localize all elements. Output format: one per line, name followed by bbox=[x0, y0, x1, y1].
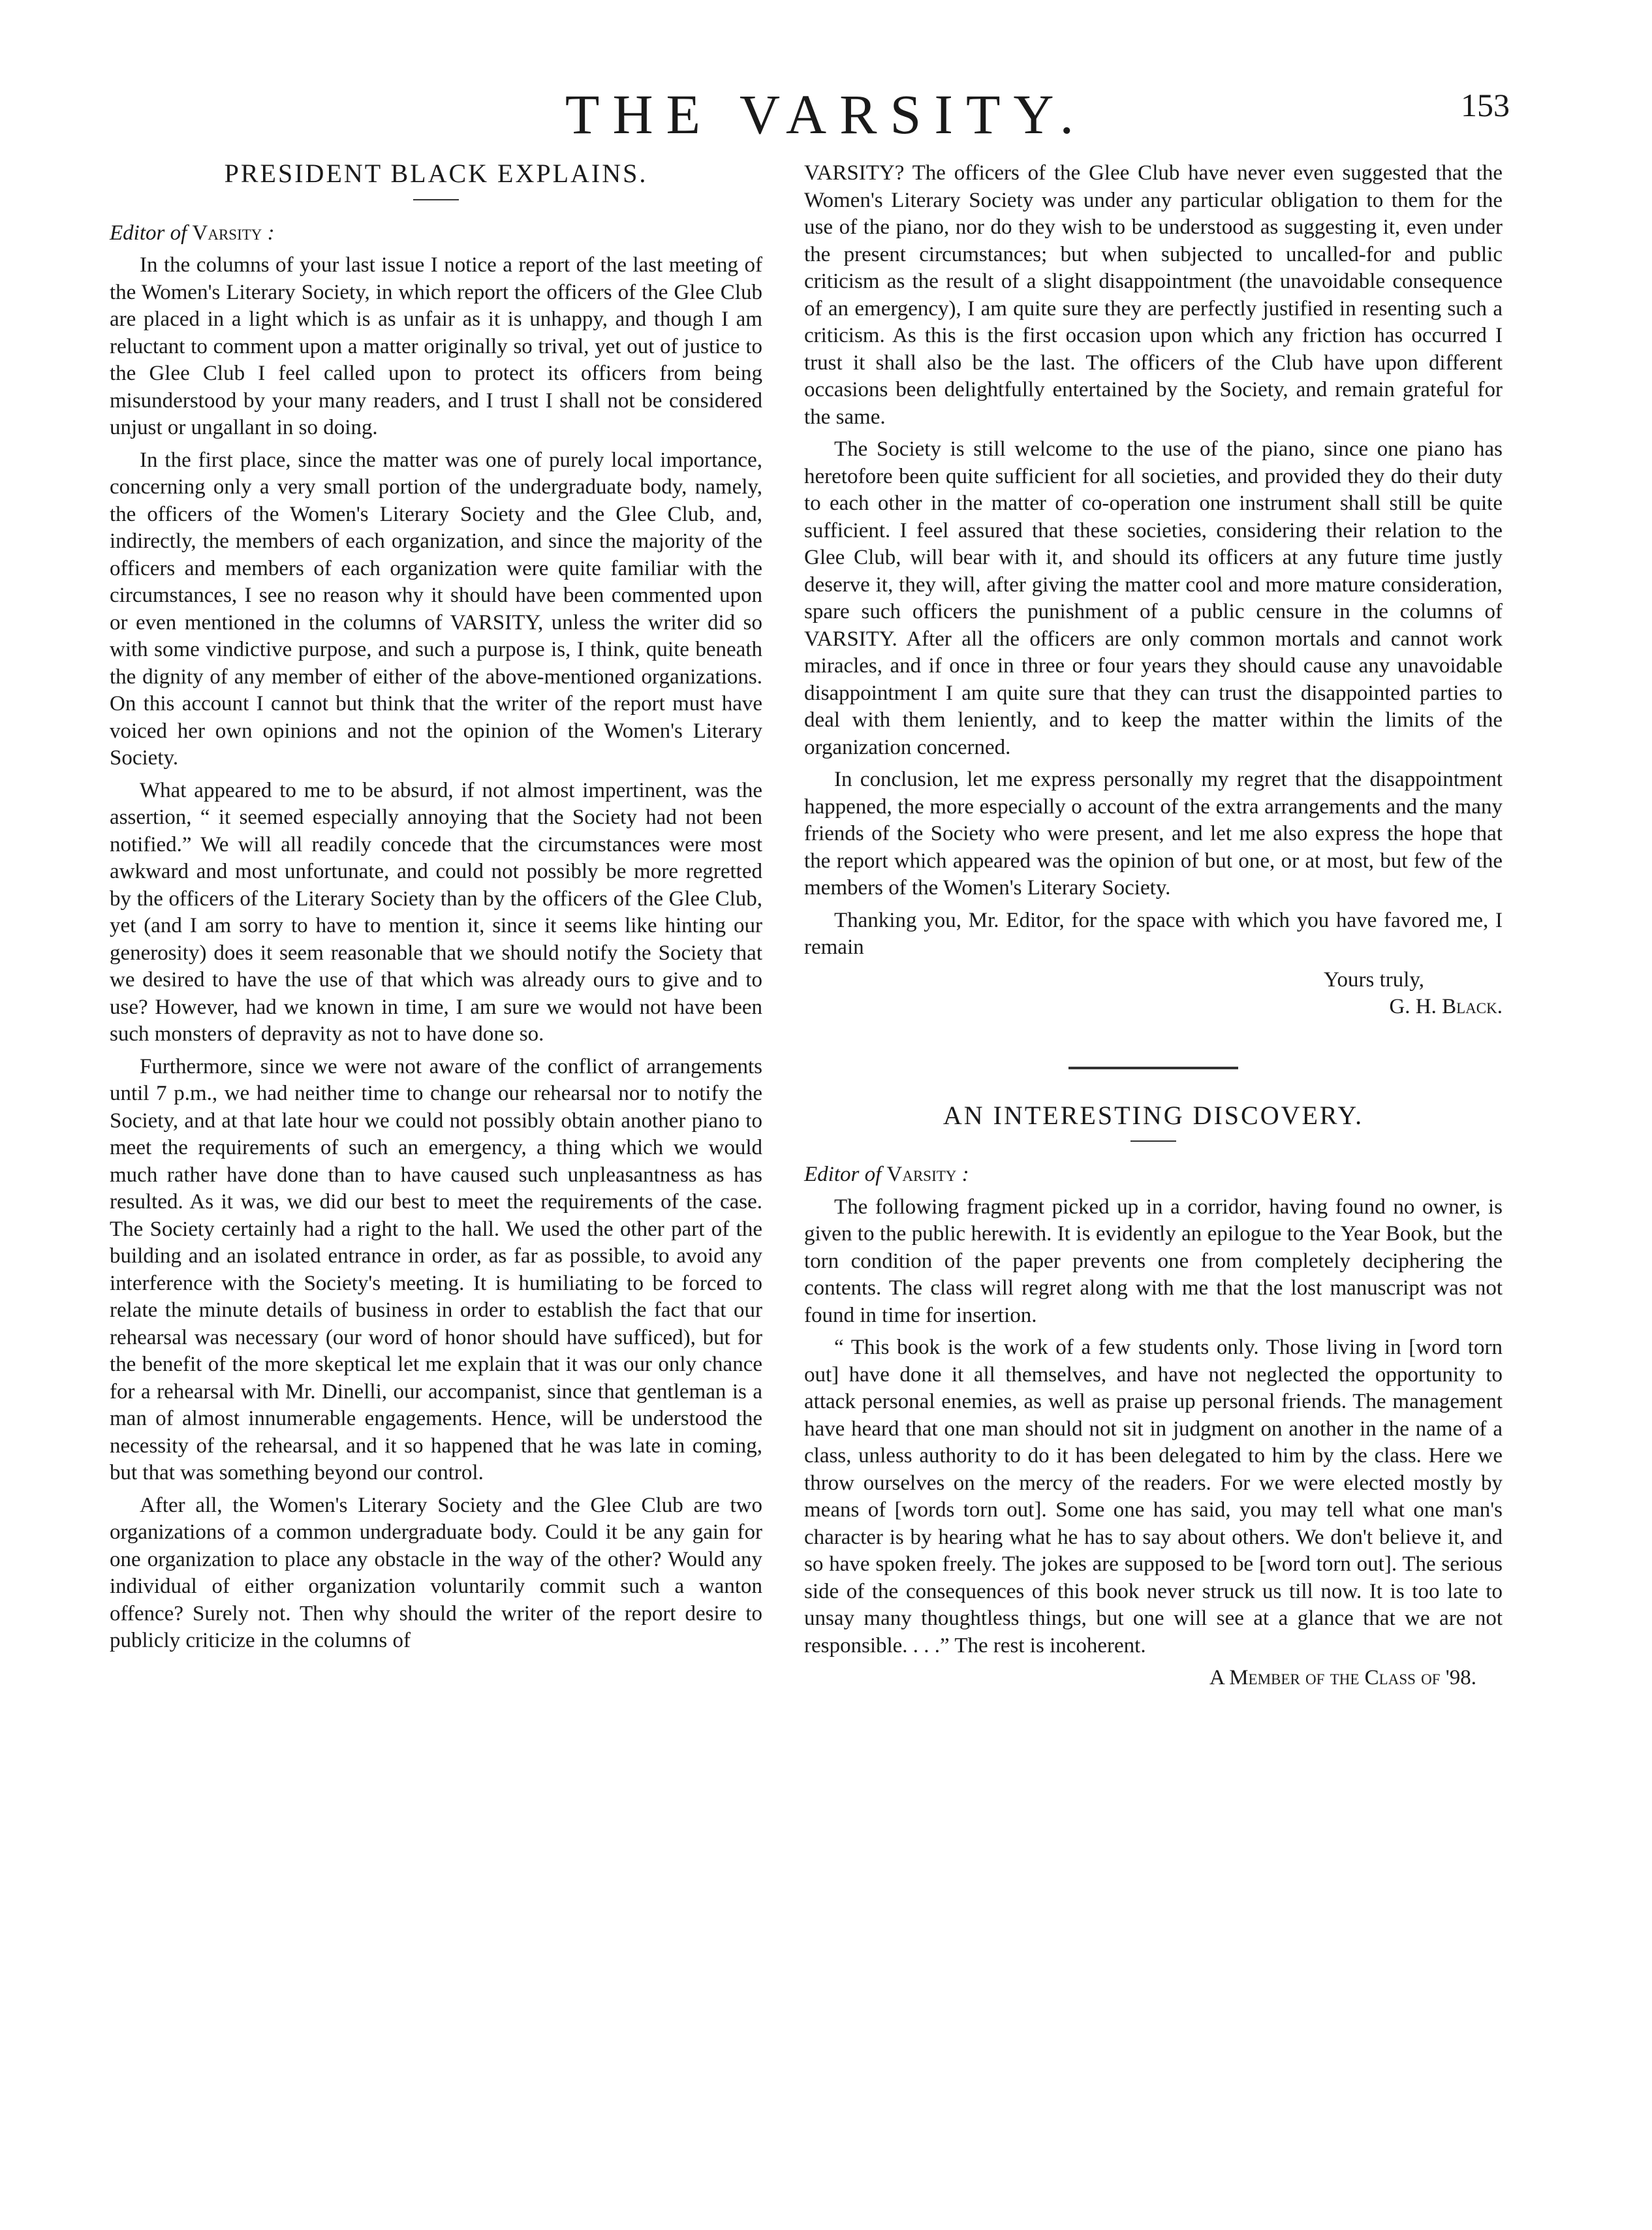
article-paragraph-continued: VARSITY? The officers of the Glee Club have never even suggested that the Women's Literary Society was under any particular obligation to them for the use of the piano, nor do they wish to be understood as suggesting it, even under the present circumstances; but when subjected to uncalled-for and public criticism as the result of a slight disappointment (the unavoidable consequence of an emergency), I am quite sure they are perfectly justified in resenting such a criticism. As this is the first occasion upon which any friction has occurred I trust it shall also be the last. The officers of the Club have upon different occasions been delightfully entertained by the Society, and remain grateful for the same. bbox=[804, 161, 1503, 429]
article-salutation bbox=[110, 220, 762, 247]
article-paragraph: “ This book is the work of a few students only. Those living in [word torn out] have done it all themselves, and have not neglected the opportunity to attack personal enemies, as well as praise up personal friends. The management have heard that one man should not sit in judgment on another in the name of a class, unless authority to do it has been delegated to him by the class. Here we throw ourselves on the mercy of the readers. For we were elected mostly by means of [words torn out]. Some one has said, you may tell what one man's character is by hearing what he has to say about others. We don't believe it, and so have spoken freely. The jokes are supposed to be [word torn out]. The serious side of the consequences of this book never struck us till now. It is too late to unsay many thoughtless things, but one will see at a glance that we are not responsible. . . .” The rest is incoherent. bbox=[804, 1336, 1503, 1657]
salutation-publication: Varsity bbox=[886, 1163, 957, 1186]
page-number: 153 bbox=[1461, 87, 1510, 123]
salutation-prefix: Editor of bbox=[110, 221, 187, 245]
article-paragraph: After all, the Women's Literary Society and the Glee Club are two organizations of a common undergraduate body. Could it be any gain for one organization to place any obstacle in the way of the other? Would any individual of either organization voluntarily commit such a wanton offence? Surely not. Then why should the writer of the report desire to publicly criticize in the columns of bbox=[110, 1493, 762, 1652]
left-column bbox=[110, 160, 762, 1660]
salutation-colon: : bbox=[267, 221, 275, 245]
salutation-colon: : bbox=[961, 1163, 969, 1186]
article-paragraph: In conclusion, let me express personally my regret that the disappointment happened, the more especially o account of the extra arrangements and the many friends of the Society who were present, and let me also express the hope that the report which appeared was the opinion of but one, or at most, but few of the members of the Women's Literary Society. bbox=[804, 768, 1503, 900]
article-paragraph: Furthermore, since we were not aware of the conflict of arrangements until 7 p.m., we had neither time to change our rehearsal nor to notify the Society, and at that late hour we could not possibly obtain another piano to meet the requirements of such an emergency, a thing which we would much rather have done than to have caused such unpleasantness as has resulted. As it was, we did our best to meet the requirements of the case. The Society certainly had a right to the hall. We used the other part of the building and an isolated entrance in order, as far as possible, to avoid any interference with the Society's meeting. It is humiliating to be forced to relate the minute details of business in order to establish the fact that our rehearsal was necessary (our word of honor should have sufficed), but for the benefit of the more skeptical let me explain that it was our only chance for a rehearsal with Mr. Dinelli, our accompanist, since that gentleman is a man of almost innumerable engagements. Hence, will be understood the necessity of the rehearsal, and it so happened that he was late in coming, but that was something beyond our control. bbox=[110, 1054, 762, 1484]
article-headline: AN INTERESTING DISCOVERY. bbox=[943, 1100, 1364, 1130]
headline-divider bbox=[413, 199, 459, 200]
article-separator bbox=[1068, 1067, 1238, 1069]
salutation-prefix: Editor of bbox=[804, 1163, 882, 1186]
right-column bbox=[804, 160, 1503, 1692]
masthead bbox=[0, 78, 1652, 150]
article-headline: PRESIDENT BLACK EXPLAINS. bbox=[224, 159, 648, 188]
article-signoff: A Member of the Class of '98. bbox=[1209, 1666, 1476, 1689]
salutation-publication: Varsity bbox=[192, 221, 262, 245]
letter-signature: G. H. Black. bbox=[1389, 995, 1503, 1018]
letter-closing: Yours truly, bbox=[1323, 967, 1424, 992]
article-paragraph: In the columns of your last issue I notice a report of the last meeting of the Women's Literary Society, in which report the officers of the Glee Club are placed in a light which is as unfair as it is unhappy, and though I am reluctant to comment upon a matter originally so trival, yet out of justice to the Glee Club I feel called upon to protect its officers from being misunderstood by your many readers, and I trust I shall not be considered unjust or ungallant in so doing. bbox=[110, 253, 762, 439]
article-paragraph: The following fragment picked up in a corridor, having found no owner, is given to the public herewith. It is evidently an epilogue to the Year Book, but the torn condition of the paper prevents one from completely deciphering the contents. The class will regret along with me that the lost manuscript was not found in time for insertion. bbox=[804, 1195, 1503, 1327]
article-paragraph: In the first place, since the matter was one of purely local importance, concerning only a very small portion of the undergraduate body, namely, the officers of the Women's Literary Society and the Glee Club, and, indirectly, the members of each organization, and since the majority of the officers and members of each organization were quite familiar with the circumstances, I see no reason why it should have been commented upon or even mentioned in the columns of VARSITY, unless the writer did so with some vindictive purpose, and such a purpose is, I think, quite beneath the dignity of any member of either of the above-mentioned organizations. On this account I cannot but think that the writer of the report must have voiced her own opinions and not the opinion of the Women's Literary Society. bbox=[110, 448, 762, 770]
headline-divider bbox=[1130, 1140, 1176, 1142]
publication-title: THE VARSITY. bbox=[565, 83, 1087, 146]
article-paragraph: Thanking you, Mr. Editor, for the space with which you have favored me, I remain bbox=[804, 908, 1503, 959]
article-paragraph: The Society is still welcome to the use of the piano, since one piano has heretofore been quite sufficient for all societies, and provided they do their duty to each other in the matter of co-operation one instrument shall still be quite sufficient. I feel assured that these societies, considering their relation to the Glee Club, will bear with it, and should its officers at any future time justly deserve it, they will, after giving the matter cool and more mature consideration, spare such officers the punishment of a public censure in the columns of VARSITY. After all the officers are only common mortals and cannot work miracles, and if once in three or four years they should cause any unavoidable disappointment I am quite sure that they can trust the disappointed parties to deal with them leniently, and to keep the matter within the limits of the organization concerned. bbox=[804, 437, 1503, 759]
article-paragraph: What appeared to me to be absurd, if not almost impertinent, was the assertion, “ it seemed especially annoying that the Society had not been notified.” We will all readily concede that the circumstances were most awkward and most unfortunate, and could not possibly be more regretted by the officers of the Literary Society than by the officers of the Glee Club, yet (and I am sorry to have to mention it, since it seems like hinting our generosity) does it seem reasonable that we should notify the Society that we desired to have the use of that which was already ours to give and to use? However, had we known in time, I am sure we would not have been such monsters of depravity as not to have done so. bbox=[110, 778, 762, 1046]
article-salutation bbox=[804, 1161, 1503, 1189]
